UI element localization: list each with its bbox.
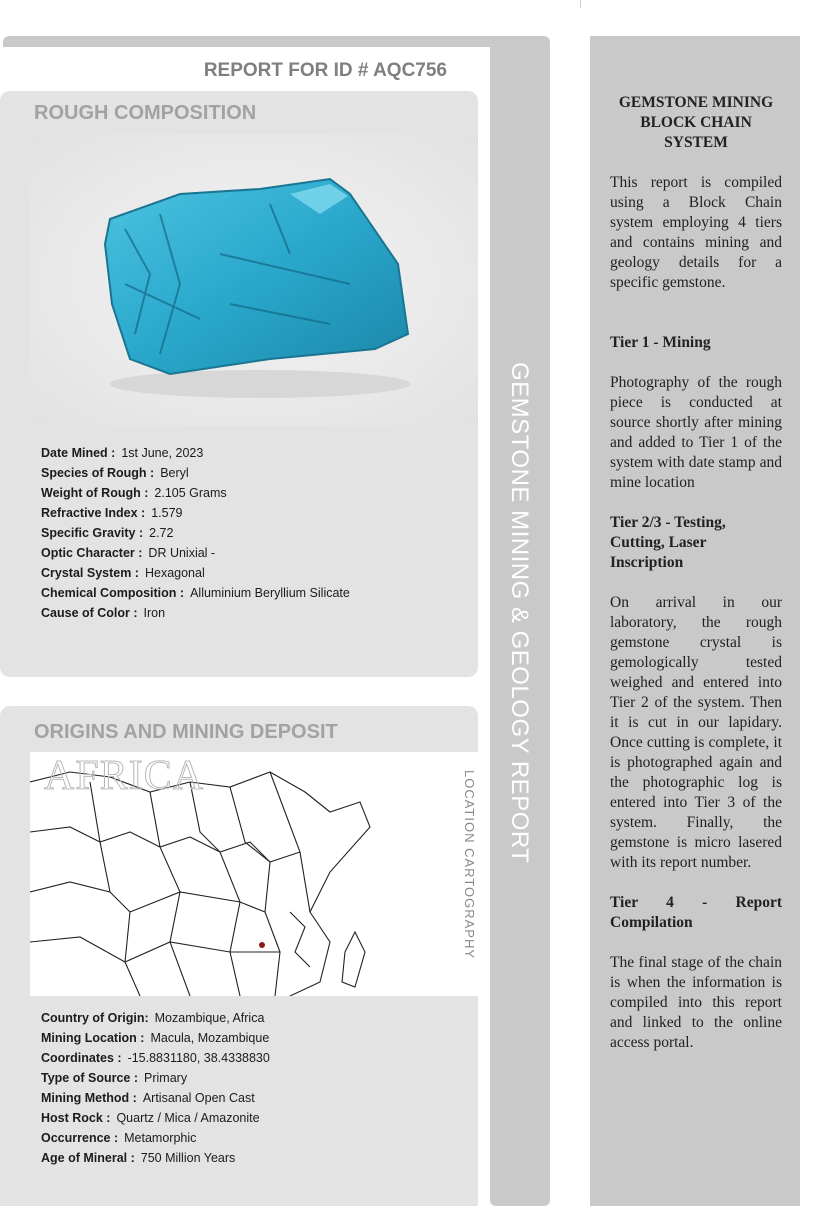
- property-label: Species of Rough :: [41, 466, 155, 480]
- property-value: Primary: [144, 1071, 188, 1085]
- property-value: 1st June, 2023: [121, 446, 204, 460]
- rough-properties-list: [41, 443, 350, 623]
- property-row: [41, 443, 350, 463]
- property-row: [41, 603, 350, 623]
- property-value: 2.72: [149, 526, 174, 540]
- property-label: Host Rock :: [41, 1111, 111, 1125]
- property-value: 750 Million Years: [140, 1151, 236, 1165]
- property-label: Refractive Index :: [41, 506, 146, 520]
- blockchain-info-text: [610, 93, 782, 1053]
- property-label: Crystal System :: [41, 566, 139, 580]
- property-value: DR Unixial -: [148, 546, 216, 560]
- property-row: [41, 583, 350, 603]
- property-row: [41, 563, 350, 583]
- property-label: Mining Method :: [41, 1091, 137, 1105]
- report-vertical-title: GEMSTONE MINING & GEOLOGY REPORT: [506, 362, 533, 864]
- tier-heading: Tier 2/3 - Testing, Cutting, Laser Inscription: [610, 514, 726, 571]
- property-label: Coordinates :: [41, 1051, 122, 1065]
- property-row: [41, 543, 350, 563]
- property-label: Date Mined :: [41, 446, 116, 460]
- top-divider-tick: [580, 0, 581, 8]
- mine-location-marker: [259, 942, 265, 948]
- report-id-heading: REPORT FOR ID # AQC756: [203, 60, 447, 81]
- property-value: 1.579: [151, 506, 183, 520]
- gemstone-photo: [30, 134, 478, 426]
- origin-properties-list: [41, 1008, 270, 1168]
- location-cartography-label: LOCATION CARTOGRAPHY: [462, 770, 477, 960]
- blockchain-intro: This report is compiled using a Block Chain system employing 4 tiers and contains mining and geology details for a specific gemstone.: [610, 174, 782, 291]
- property-row: [41, 1028, 270, 1048]
- property-row: [41, 1148, 270, 1168]
- blockchain-title: GEMSTONE MINING BLOCK CHAIN SYSTEM: [618, 94, 774, 151]
- property-row: [41, 463, 350, 483]
- property-value: Mozambique, Africa: [154, 1011, 265, 1025]
- property-value: Macula, Mozambique: [150, 1031, 270, 1045]
- tier-heading: Tier 1 - Mining: [610, 334, 711, 351]
- property-value: Metamorphic: [124, 1131, 197, 1145]
- gemstone-image: [30, 134, 478, 426]
- property-label: Cause of Color :: [41, 606, 138, 620]
- property-row: [41, 1088, 270, 1108]
- tier-body: The final stage of the chain is when the information is compiled into this report and linked to the online access portal.: [610, 954, 782, 1051]
- property-value: Alluminium Beryllium Silicate: [190, 586, 350, 600]
- property-value: Beryl: [160, 466, 189, 480]
- property-value: Hexagonal: [144, 566, 205, 580]
- property-label: Mining Location :: [41, 1031, 145, 1045]
- rough-composition-title: ROUGH COMPOSITION: [34, 102, 257, 124]
- property-label: Chemical Composition :: [41, 586, 185, 600]
- property-row: [41, 483, 350, 503]
- property-row: [41, 1108, 270, 1128]
- property-row: [41, 1068, 270, 1088]
- property-label: Optic Character :: [41, 546, 143, 560]
- property-label: Specific Gravity :: [41, 526, 144, 540]
- origins-title: ORIGINS AND MINING DEPOSIT: [34, 721, 338, 743]
- property-row: [41, 1048, 270, 1068]
- property-value: Quartz / Mica / Amazonite: [116, 1111, 260, 1125]
- property-label: Weight of Rough :: [41, 486, 149, 500]
- property-value: Iron: [143, 606, 166, 620]
- property-row: [41, 503, 350, 523]
- property-label: Type of Source :: [41, 1071, 139, 1085]
- top-bar: [3, 36, 549, 47]
- tier-body: Photography of the rough piece is conducted at source shortly after mining and added to Tier 1 of the system with date stamp and mine location: [610, 374, 782, 491]
- tier-body: On arrival in our laboratory, the rough gemstone crystal is gemologically tested weighed and entered into Tier 2 of the system. Then it is cut in our lapidary. Once cutting is complete, it is photographed again and the photographic log is entered into Tier 3 of the system. Finally, the gemstone is micro lasered with its report number.: [610, 594, 782, 871]
- property-value: -15.8831180, 38.4338830: [127, 1051, 270, 1065]
- property-label: Age of Mineral :: [41, 1151, 135, 1165]
- property-value: 2.105 Grams: [154, 486, 227, 500]
- map-region-label: AFRICA: [44, 753, 205, 799]
- tier-heading: Tier 4 - Report Compilation: [610, 894, 782, 931]
- property-label: Occurrence :: [41, 1131, 119, 1145]
- property-value: Artisanal Open Cast: [142, 1091, 255, 1105]
- property-row: [41, 523, 350, 543]
- property-row: [41, 1008, 270, 1028]
- property-row: [41, 1128, 270, 1148]
- property-label: Country of Origin:: [41, 1011, 149, 1025]
